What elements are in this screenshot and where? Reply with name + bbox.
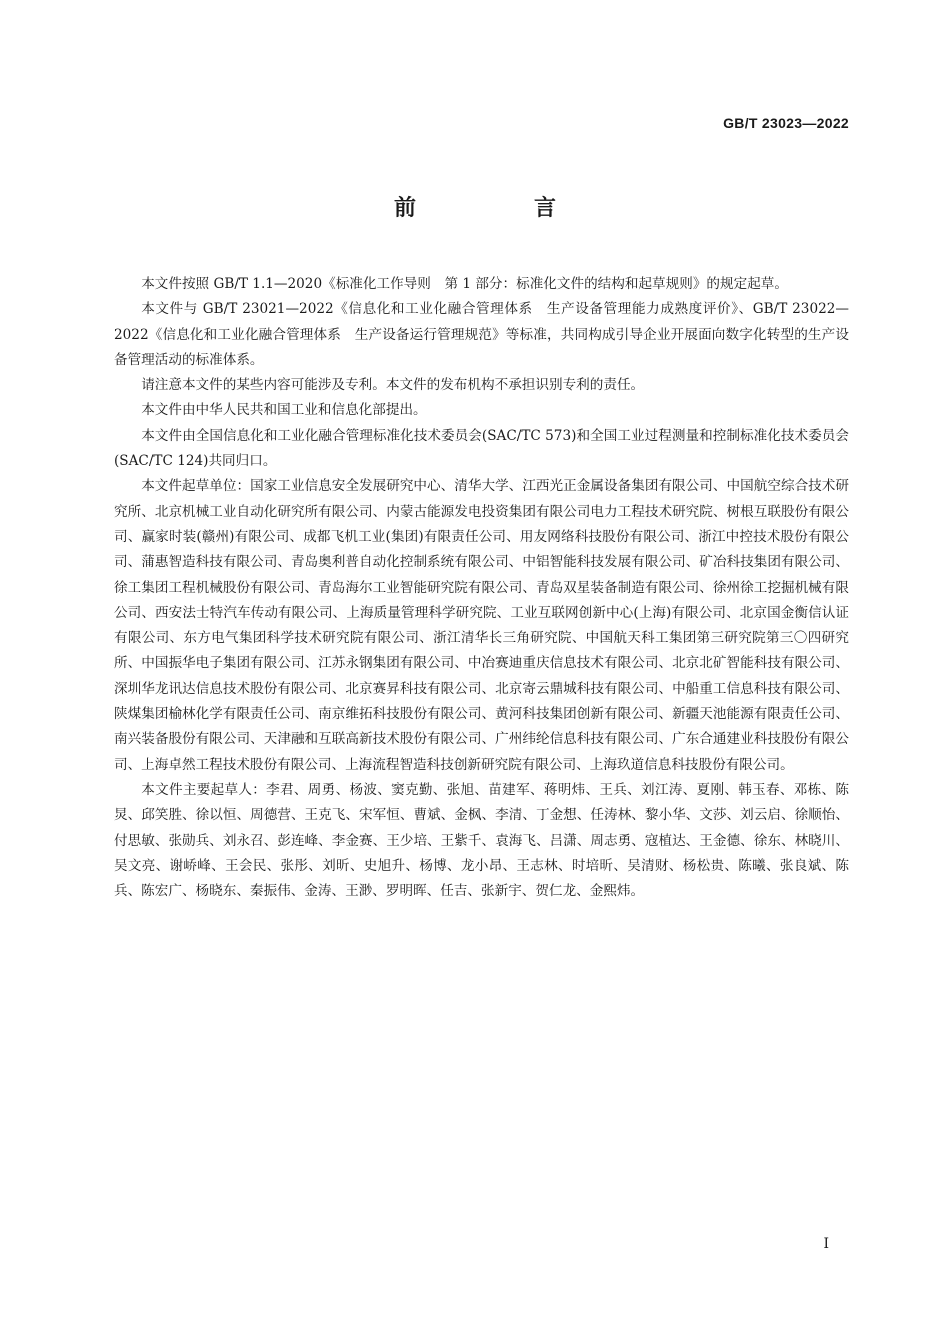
page-title: 前 言: [393, 196, 604, 221]
page-number: I: [823, 1236, 829, 1252]
paragraph-drafting-rules: 本文件按照 GB/T 1.1—2020《标准化工作导则 第 1 部分：标准化文件的结构和起草规则》的规定起草。: [141, 276, 788, 292]
paragraph-patent-notice: 请注意本文件的某些内容可能涉及专利。本文件的发布机构不承担识别专利的责任。: [141, 377, 645, 394]
paragraph-proposer: 本文件由中华人民共和国工业和信息化部提出。: [141, 402, 427, 419]
paragraph-related-standards: 本文件与 GB/T 23021—2022《信息化和工业化融合管理体系 生产设备管理能力成熟度评价》、GB/T 23022—2022《信息化和工业化融合管理体系 生产设备运行管理规范》等标准，共同构成引导企业开展面向数字化转型的生产设备管理活动的标准体系。: [114, 301, 849, 368]
foreword-body: [114, 272, 849, 904]
paragraph-drafters: 本文件主要起草人：李君、周勇、杨波、窦克勤、张旭、苗建军、蒋明炜、王兵、刘江涛、夏刚、韩玉春、邓栋、陈炅、邱笑胜、徐以恒、周德营、王克飞、宋军恒、曹斌、金枫、李清、丁金想、任涛林、黎小华、文莎、刘云启、徐顺怡、付思敏、张勋兵、刘永召、彭连峰、李金赛、王少培、王紫千、袁海飞、吕潇、周志勇、寇植达、王金德、徐东、林晓川、吴文亮、谢峤峰、王会民、张彤、刘昕、史旭升、杨博、龙小昂、王志林、时培昕、吴清财、杨松贵、陈曦、张良斌、陈兵、陈宏广、杨晓东、秦振伟、金涛、王渺、罗明晖、任吉、张新宇、贺仁龙、金熙炜。: [114, 781, 849, 900]
paragraph-drafting-organizations: 本文件起草单位：国家工业信息安全发展研究中心、清华大学、江西光正金属设备集团有限公司、中国航空综合技术研究所、北京机械工业自动化研究所有限公司、内蒙古能源发电投资集团有限公司电力工程技术研究院、树根互联股份有限公司、赢家时装(赣州)有限公司、成都飞机工业(集团)有限责任公司、用友网络科技股份有限公司、浙江中控技术股份有限公司、蒲惠智造科技有限公司、青岛奥利普自动化控制系统有限公司、中铝智能科技发展有限公司、矿冶科技集团有限公司、徐工集团工程机械股份有限公司、青岛海尔工业智能研究院有限公司、青岛双星装备制造有限公司、徐州徐工挖掘机械有限公司、西安法士特汽车传动有限公司、上海质量管理科学研究院、工业互联网创新中心(上海)有限公司、北京国金衡信认证有限公司、东方电气集团科学技术研究院有限公司、浙江清华长三角研究院、中国航天科工集团第三研究院第三〇四研究所、中国振华电子集团有限公司、江苏永钢集团有限公司、中冶赛迪重庆信息技术有限公司、北京北矿智能科技有限公司、深圳华龙讯达信息技术股份有限公司、北京赛昇科技有限公司、北京寄云鼎城科技有限公司、中船重工信息科技有限公司、陕煤集团榆林化学有限责任公司、南京维拓科技股份有限公司、黄河科技集团创新有限公司、新疆天池能源有限责任公司、南兴装备股份有限公司、天津融和互联高新技术股份有限公司、广州纬纶信息科技有限公司、广东合通建业科技股份有限公司、上海卓然工程技术股份有限公司、上海流程智造科技创新研究院有限公司、上海玖道信息科技股份有限公司。: [114, 478, 849, 773]
standard-code: GB/T 23023—2022: [723, 115, 849, 131]
paragraph-technical-committee: 本文件由全国信息化和工业化融合管理标准化技术委员会(SAC/TC 573)和全国工业过程测量和控制标准化技术委员会(SAC/TC 124)共同归口。: [114, 427, 849, 470]
